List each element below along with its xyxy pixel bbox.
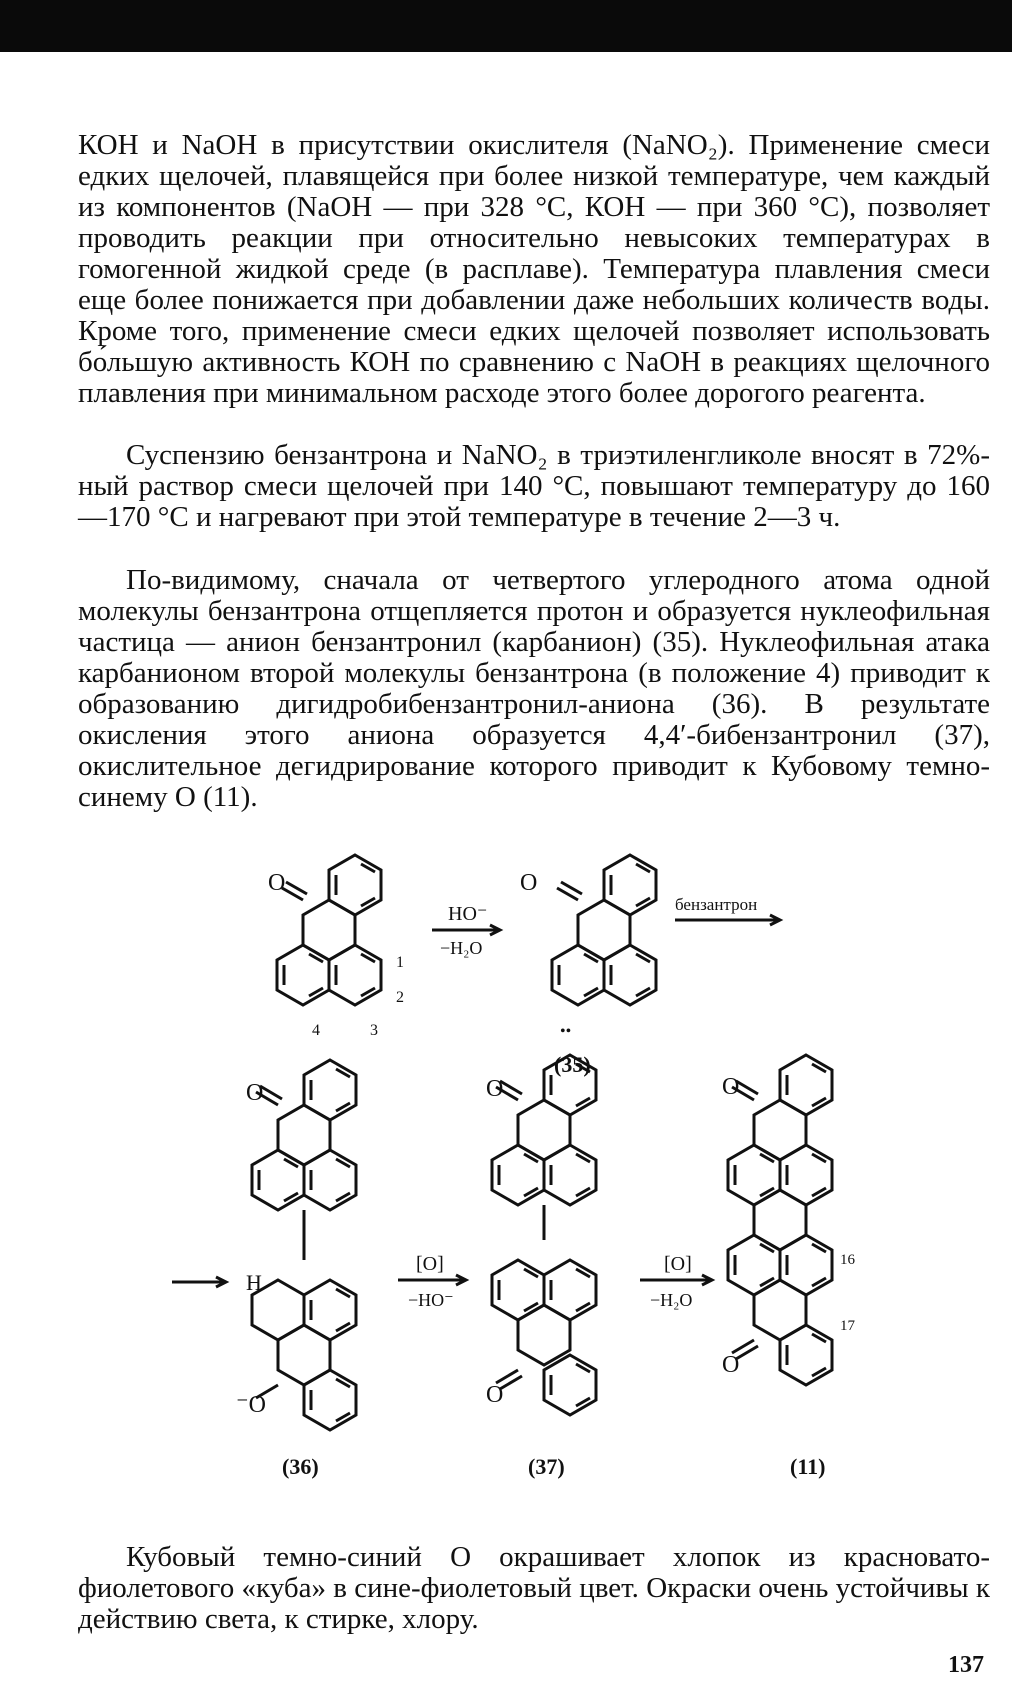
reagent-oxidation-2: [O] bbox=[664, 1253, 692, 1275]
reagent-minus-water-2: −H₂O bbox=[650, 1290, 693, 1310]
atom-o-11-bottom: O bbox=[722, 1352, 740, 1378]
reagent-hydroxide: HO⁻ bbox=[448, 903, 488, 925]
atom-o-37-bottom: O bbox=[486, 1382, 504, 1408]
label-36: (36) bbox=[282, 1454, 319, 1479]
paragraph-3: По-видимому, сначала от четвертого углеродного атома одной молекулы бензантрона отщепляется протон и образуется нуклеофильная частица — анион бензантронил (карбанион) (35). Нуклеофильная атака карбанионом второй молекулы бензантрона (в положение 4) приводит к образованию дигидробибензантронил-аниона (36). В результате окисления этого аниона образуется 4,4′-бибензантронил (37), окислительное дегидрирование которого приводит к Кубовому темно-синему О (11). bbox=[78, 564, 990, 813]
atom-ominus: ⁻O bbox=[236, 1392, 266, 1418]
reagent-minus-water: −H₂O bbox=[440, 938, 483, 958]
reagent-oxidation-1: [O] bbox=[416, 1253, 444, 1275]
lone-pair: •• bbox=[560, 1023, 572, 1040]
label-11: (11) bbox=[790, 1454, 826, 1479]
position-17: 17 bbox=[840, 1318, 855, 1334]
reagent-minus-hydroxide: −HO⁻ bbox=[408, 1290, 454, 1310]
violanthrone-11-structure bbox=[728, 1055, 832, 1385]
position-16: 16 bbox=[840, 1252, 855, 1268]
benzanthrone-structure bbox=[277, 855, 381, 1005]
label-35: (35) bbox=[554, 1052, 591, 1077]
paragraph-4: Кубовый темно-синий О окрашивает хлопок из красновато-фиолетового «куба» в сине-фиолетовый цвет. Окраски очень устойчивы к действию света, к стирке, хлору. bbox=[78, 1541, 990, 1635]
page-number: 137 bbox=[948, 1652, 984, 1678]
reagent-benzanthrone: бензантрон bbox=[675, 895, 758, 914]
position-1: 1 bbox=[396, 954, 404, 971]
reaction-scheme bbox=[0, 840, 1012, 1540]
atom-o-11-top: O bbox=[722, 1074, 740, 1100]
position-3: 3 bbox=[370, 1022, 378, 1039]
atom-o-36: O bbox=[246, 1080, 264, 1106]
bibenzanthronyl-37-structure bbox=[492, 1055, 596, 1415]
atom-o: O bbox=[268, 870, 286, 896]
anion-35-structure bbox=[552, 855, 656, 1005]
atom-o-35: O bbox=[520, 870, 538, 896]
atom-o-37-top: O bbox=[486, 1076, 504, 1102]
paragraph-2: Суспензию бензантрона и NaNO₂ в триэтиленгликоле вносят в 72%-ный раствор смеси щелочей при 140 °С, повышают температуру до 160—170 °С и нагревают при этой температуре в течение 2—3 ч. bbox=[78, 439, 990, 533]
position-2: 2 bbox=[396, 989, 404, 1006]
top-black-band bbox=[0, 0, 1012, 52]
dihydro-anion-36-structure bbox=[252, 1060, 356, 1430]
atom-h: H bbox=[246, 1270, 262, 1295]
label-37: (37) bbox=[528, 1454, 565, 1479]
paragraph-1: КОН и NaOH в присутствии окислителя (NaNO₂). Применение смеси едких щелочей, плавящейся при более низкой температуре, чем каждый из компонентов (NaOH — при 328 °С, КОН — при 360 °С), позволяет проводить реакции при относительно невысоких температурах в гомогенной жидкой среде (в расплаве). Температура плавления смеси еще более понижается при добавлении даже небольших количеств воды. Кроме того, применение смеси едких щелочей позволяет использовать бо́льшую активность КОН по сравнению с NaOH в реакциях щелочного плавления при минимальном расходе этого более дорогого реагента. bbox=[78, 129, 990, 409]
position-4: 4 bbox=[312, 1022, 320, 1039]
